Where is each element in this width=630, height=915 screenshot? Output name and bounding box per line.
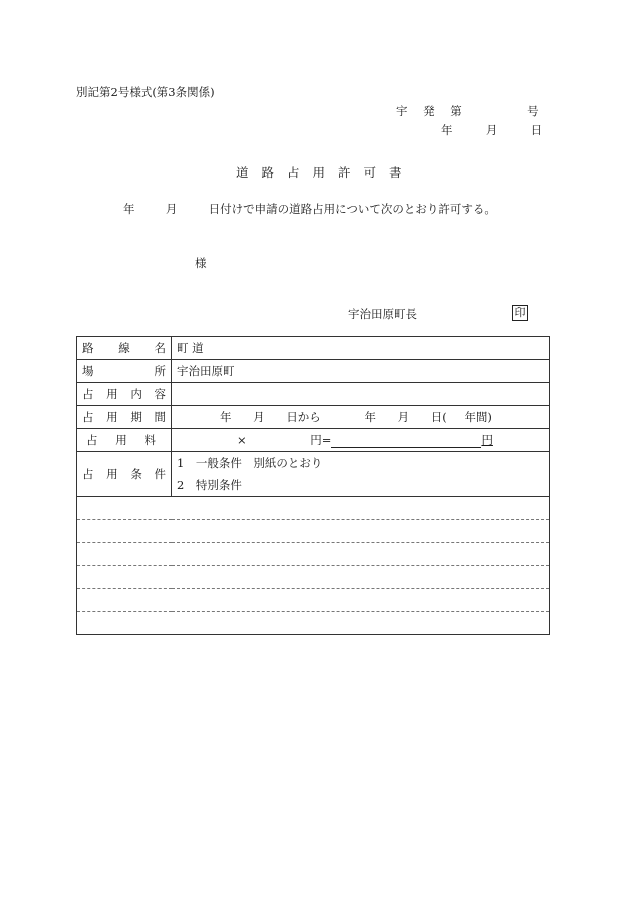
- label-char: 期: [130, 410, 142, 424]
- table-row-route: [77, 337, 550, 360]
- label-char: 場: [82, 364, 94, 378]
- issue-date-day: 日: [530, 123, 543, 137]
- blank-row: [77, 612, 550, 635]
- document-number: [396, 103, 539, 119]
- label-char: 占: [86, 433, 98, 447]
- issue-date: [441, 122, 542, 138]
- form-reference: 別記第2号様式(第3条関係): [76, 85, 215, 99]
- period-label: [77, 406, 172, 429]
- period-value: [172, 406, 550, 429]
- route-label: [77, 337, 172, 360]
- permit-table: [76, 336, 550, 635]
- period-month-start: 月: [253, 410, 265, 424]
- fee-amount-line: [331, 435, 481, 448]
- place-value: 宇治田原町: [172, 360, 550, 383]
- fee-yen-equals: 円=: [310, 433, 332, 447]
- issue-date-month: 月: [485, 123, 498, 137]
- document-number-suffix: 号: [527, 104, 539, 118]
- label-char: 占: [82, 410, 94, 424]
- label-char: 内: [130, 387, 142, 401]
- label-char: 用: [106, 387, 118, 401]
- content-value: [172, 383, 550, 406]
- blank-row: [77, 589, 550, 612]
- table-row-fee: [77, 429, 550, 452]
- document-title: 道路占用許可書: [236, 165, 415, 180]
- label-char: 間: [154, 410, 166, 424]
- fee-value: [172, 429, 550, 452]
- period-years: 年間): [464, 410, 492, 424]
- issuer-name: 宇治田原町長: [348, 307, 417, 321]
- label-char: 件: [154, 467, 166, 481]
- label-char: 容: [154, 387, 166, 401]
- blank-row: [77, 566, 550, 589]
- period-year-end: 年: [364, 410, 376, 424]
- conditions-value: [172, 452, 550, 497]
- intro-sentence: [123, 201, 496, 217]
- period-day-end: 日(: [430, 410, 447, 424]
- seal-icon: 印: [512, 305, 528, 321]
- label-char: 料: [144, 433, 156, 447]
- route-value: 町 道: [172, 337, 550, 360]
- table-row-content: [77, 383, 550, 406]
- conditions-label: [77, 452, 172, 497]
- blank-row: [77, 497, 550, 520]
- period-year-start: 年: [220, 410, 232, 424]
- label-char: 用: [106, 410, 118, 424]
- label-char: 用: [106, 467, 118, 481]
- condition-special: 2 特別条件: [177, 478, 242, 492]
- fee-multiply: ×: [237, 433, 247, 447]
- period-month-end: 月: [397, 410, 410, 424]
- fee-label: [77, 429, 172, 452]
- label-char: 占: [82, 387, 94, 401]
- condition-general: 1 一般条件 別紙のとおり: [177, 456, 323, 470]
- seal-mark: [512, 305, 528, 321]
- table-row-place: [77, 360, 550, 383]
- intro-month: 月: [165, 202, 178, 216]
- fee-yen: 円: [481, 433, 493, 447]
- issue-date-year: 年: [441, 123, 453, 137]
- intro-year: 年: [123, 202, 135, 216]
- place-label: [77, 360, 172, 383]
- addressee-suffix: 様: [195, 256, 207, 270]
- label-char: 名: [154, 341, 166, 355]
- label-char: 条: [130, 467, 142, 481]
- label-char: 用: [115, 433, 127, 447]
- label-char: 占: [82, 467, 94, 481]
- label-char: 所: [154, 364, 166, 378]
- document-number-prefix: 宇 発 第: [396, 104, 468, 118]
- period-day-start: 日から: [286, 410, 321, 424]
- label-char: 路: [82, 341, 94, 355]
- label-char: 線: [118, 341, 130, 355]
- table-row-period: [77, 406, 550, 429]
- intro-text: 日付けで申請の道路占用について次のとおり許可する。: [208, 202, 496, 216]
- blank-row: [77, 520, 550, 543]
- content-label: [77, 383, 172, 406]
- table-row-conditions: [77, 452, 550, 497]
- blank-row: [77, 543, 550, 566]
